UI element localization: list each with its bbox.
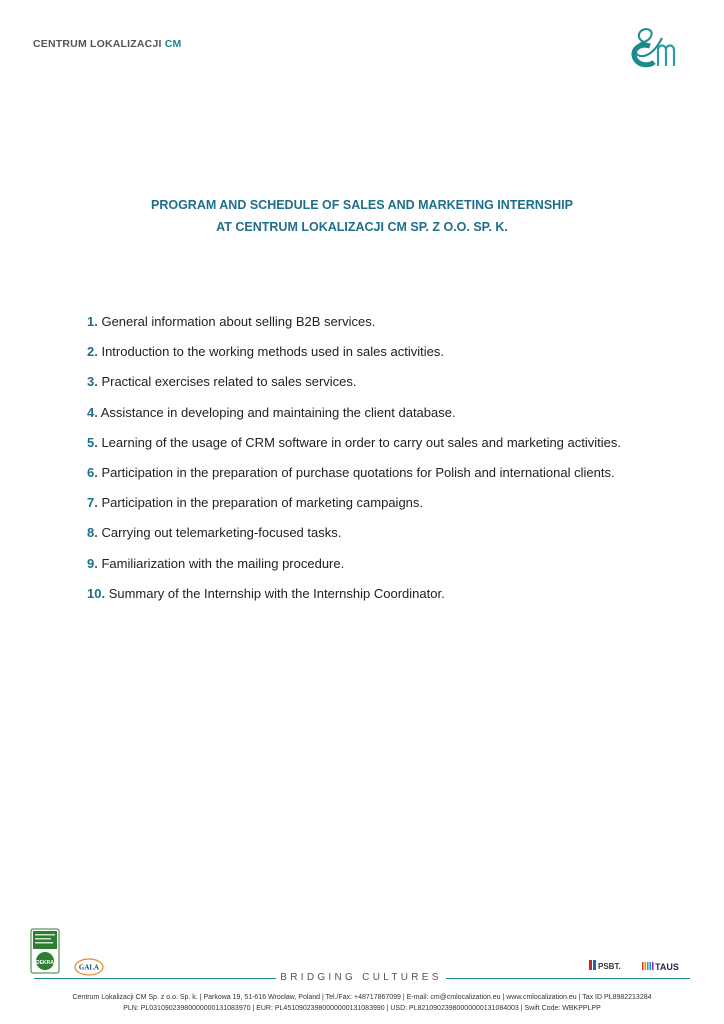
taus-logo bbox=[640, 954, 692, 976]
footer-divider-right bbox=[446, 978, 690, 979]
list-item bbox=[87, 337, 621, 367]
psbt-logo bbox=[588, 957, 630, 973]
document-title bbox=[0, 194, 724, 238]
item-text: Carrying out telemarketing-focused tasks. bbox=[97, 525, 342, 541]
gala-label: GALA bbox=[78, 963, 100, 972]
item-text: Participation in the preparation of purchase quotations for Polish and international clients. bbox=[97, 465, 615, 481]
program-list bbox=[87, 307, 621, 609]
list-item bbox=[87, 307, 621, 337]
item-text: General information about selling B2B services. bbox=[97, 314, 376, 329]
item-text: Practical exercises related to sales services. bbox=[97, 374, 357, 390]
list-item bbox=[87, 579, 621, 609]
item-text: Summary of the Internship with the Internship Coordinator. bbox=[105, 585, 445, 601]
gala-logo bbox=[73, 956, 105, 978]
list-item bbox=[87, 518, 621, 548]
footer-divider-left bbox=[34, 978, 276, 979]
dekra-certification-badge bbox=[30, 928, 60, 974]
list-item bbox=[87, 398, 621, 428]
footer-company-info: Centrum Lokalizacji CM Sp. z o.o. Sp. k. | Parkowa 19, 51-616 Wrocław, Poland | Tel./Fax: +48717867099 | E-mail: cm@cmlocalization.eu | www.cmlocalization.eu | Tax ID PL8982213284 bbox=[72, 994, 652, 1001]
list-item bbox=[87, 488, 621, 518]
item-number: 10. bbox=[87, 585, 106, 601]
list-item bbox=[87, 367, 621, 397]
item-text: Familiarization with the mailing procedure. bbox=[97, 555, 345, 571]
item-text: Learning of the usage of CRM software in order to carry out sales and marketing activities. bbox=[97, 434, 621, 450]
brand-text: CENTRUM LOKALIZACJI bbox=[33, 38, 162, 50]
item-number: 3. bbox=[87, 374, 98, 390]
ampersand-cm-logo-icon bbox=[628, 24, 692, 68]
item-text: Introduction to the working methods used in sales activities. bbox=[97, 344, 444, 360]
item-text: Participation in the preparation of marketing campaigns. bbox=[97, 495, 424, 511]
list-item bbox=[87, 428, 621, 458]
item-number: 1. bbox=[87, 314, 98, 329]
item-number: 2. bbox=[87, 344, 98, 360]
list-item bbox=[87, 458, 621, 488]
title-line-2: AT CENTRUM LOKALIZACJI CM SP. Z O.O. SP. K. bbox=[216, 220, 508, 234]
title-line-1: PROGRAM AND SCHEDULE OF SALES AND MARKETING INTERNSHIP bbox=[150, 198, 573, 212]
item-number: 5. bbox=[87, 434, 98, 450]
taus-label: TAUS bbox=[655, 962, 679, 972]
psbt-label: PSBT. bbox=[598, 962, 621, 971]
list-item bbox=[87, 549, 621, 579]
item-number: 8. bbox=[87, 525, 98, 541]
item-number: 4. bbox=[87, 404, 98, 420]
item-text: Assistance in developing and maintaining the client database. bbox=[97, 404, 456, 420]
item-number: 6. bbox=[87, 465, 98, 481]
item-number: 9. bbox=[87, 555, 98, 571]
item-number: 7. bbox=[87, 495, 98, 511]
footer-bank-info: PLN: PL03109023980000000131083970 | EUR: PL45109023980000000131083990 | USD: PL82109023980000000131084003 | Swift Code: WBKPPLPP bbox=[123, 1005, 601, 1012]
brand-accent: CM bbox=[164, 38, 182, 50]
header-brand bbox=[33, 38, 182, 50]
footer-tagline: BRIDGING CULTURES bbox=[280, 972, 442, 983]
dekra-label: DEKRA bbox=[36, 960, 54, 966]
